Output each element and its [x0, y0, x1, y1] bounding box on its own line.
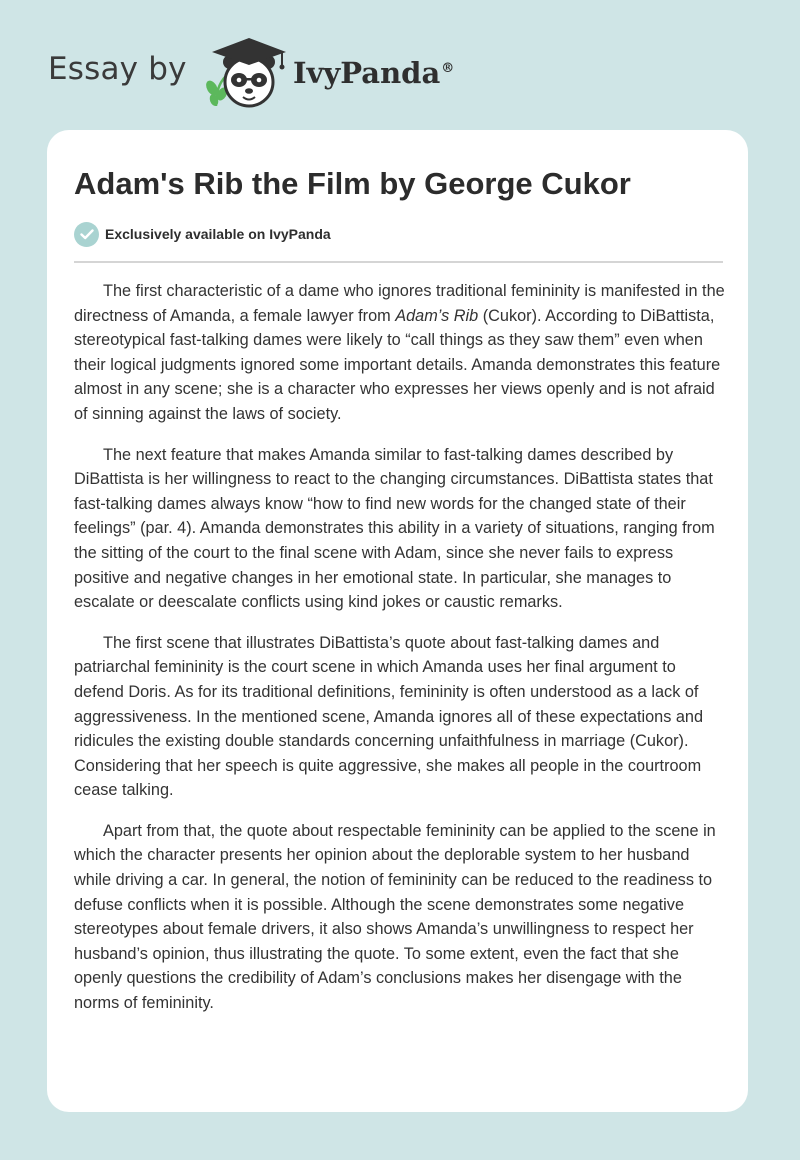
- essay-body: [74, 279, 726, 1032]
- site-header: [48, 34, 548, 114]
- paragraph: The first characteristic of a dame who ignores traditional femininity is manifested in the directness of Amanda, a female lawyer from Adam’s Rib (Cukor). According to DiBattista, stereotypical fast-talking dames were likely to “call things as they saw them” even when their logical judgments ignored some important details. Amanda demonstrates this feature almost in any scene; she is a character who expresses her views openly and is not afraid of sinning against the laws of society.: [74, 282, 725, 423]
- film-title: Adam’s Rib: [395, 306, 479, 325]
- paragraph: The first scene that illustrates DiBattista’s quote about fast-talking dames and patriarchal femininity is the court scene in which Amanda uses her final argument to defend Doris. As for its traditional definitions, femininity is often understood as a lack of aggressiveness. In the mentioned scene, Amanda ignores all of these expectations and ridicules the existing double standards concerning unfaithfulness in marriage (Cukor). Considering that her speech is quite aggressive, she makes all people in the courtroom cease talking.: [74, 633, 704, 800]
- brand-name[interactable]: IvyPanda®: [293, 56, 455, 90]
- check-circle-icon: [74, 222, 99, 247]
- essay-by-label: Essay by: [48, 51, 187, 87]
- registered-mark: ®: [441, 61, 455, 77]
- exclusive-badge: [74, 221, 331, 247]
- divider: [74, 261, 723, 263]
- paragraph: The next feature that makes Amanda similar to fast-talking dames described by DiBattista is her willingness to react to the changing circumstances. DiBattista states that fast-talking dames always know “how to find new words for the changed state of their feelings” (par. 4). Amanda demonstrates this ability in a variety of situations, ranging from the sitting of the court to the final scene with Adam, since she never fails to express positive and negative changes in her emotional state. In particular, she manages to escalate or deescalate conflicts using kind jokes or caustic remarks.: [74, 445, 715, 612]
- essay-card: [47, 130, 748, 1112]
- paragraph: Apart from that, the quote about respectable femininity can be applied to the scene in which the character presents her opinion about the deplorable system to her husband while driving a car. In general, the notion of femininity can be reduced to the readiness to defuse conflicts when it is possible. Although the scene demonstrates some negative stereotypes about female drivers, it also shows Amanda’s unwillingness to respect her husband’s opinion, thus illustrating the quote. To some extent, even the fact that she openly questions the credibility of Adam’s conclusions makes her disengage with the norms of femininity.: [74, 821, 716, 1013]
- page-title: Adam's Rib the Film by George Cukor: [74, 166, 631, 201]
- badge-label: Exclusively available on IvyPanda: [105, 226, 331, 242]
- panda-graduate-logo-icon[interactable]: [202, 36, 288, 110]
